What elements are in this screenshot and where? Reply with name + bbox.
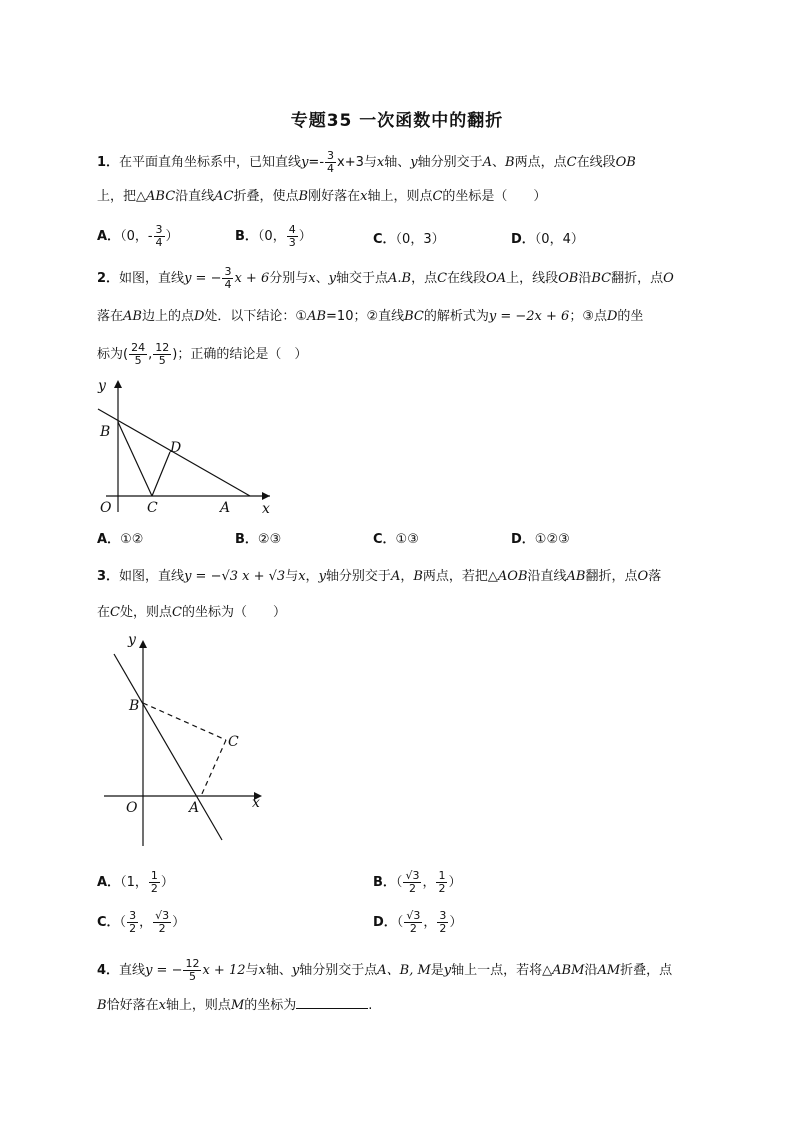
option-sep: ，	[422, 875, 436, 890]
q1-text: 两点，点	[514, 155, 567, 170]
option-label: A．	[97, 229, 121, 244]
option-label: B．	[235, 229, 258, 244]
option-text: ②③	[257, 532, 282, 547]
q1-option-b[interactable]	[235, 224, 312, 249]
option-text: （0，3）	[395, 232, 445, 247]
q4-x: x	[158, 998, 166, 1013]
option-text: ①②③	[534, 532, 570, 547]
option-fraction: $\frac{1}{2}$	[438, 869, 446, 895]
q2-line2	[97, 306, 717, 328]
q3-option-b[interactable]	[373, 870, 461, 895]
q4-y: y	[443, 963, 452, 978]
label-B: B	[100, 424, 111, 440]
q4-M: M	[230, 998, 245, 1013]
option-label: D．	[373, 915, 397, 930]
q1-sep: 、	[492, 155, 506, 170]
label-x: x	[252, 795, 260, 811]
option-text: （0，4）	[534, 232, 584, 247]
q4-B: B	[97, 998, 107, 1013]
q3-C: C	[171, 605, 182, 620]
q2-r2: y = −2x + 6	[488, 309, 570, 324]
q2-r1: AB	[307, 309, 327, 324]
q2-text: 的解析式为	[423, 309, 489, 324]
q3-O: O	[637, 569, 649, 584]
q2-text: 的坐	[617, 309, 644, 324]
option-label: B．	[373, 875, 396, 890]
option-fraction: $\frac{√3}{2}$	[406, 909, 421, 935]
q2-D: D	[606, 309, 618, 324]
q1-text: 上，把	[97, 189, 137, 204]
option-fraction: $\frac{4}{3}$	[288, 223, 296, 249]
option-fraction: $\frac{3}{2}$	[439, 909, 447, 935]
q1-eq-tail: x+3	[337, 155, 364, 170]
option-text: （1，	[120, 875, 148, 890]
q2-text: 翻折，点	[611, 271, 664, 286]
segment-CD	[152, 452, 170, 496]
q3-text: 轴分别交于	[325, 569, 391, 584]
q1-x: x	[376, 155, 385, 170]
q2-C: C	[437, 271, 448, 286]
segment-CA	[201, 740, 226, 796]
option-text: ①②	[120, 532, 144, 547]
label-y: y	[128, 632, 136, 648]
label-O: O	[126, 800, 138, 816]
option-end: ）	[172, 915, 186, 930]
q2-number: 2．	[97, 271, 120, 286]
label-x: x	[262, 501, 270, 517]
q1-text: 折叠，使点	[233, 189, 299, 204]
q3-option-d[interactable]	[373, 910, 462, 935]
q4-text: 是	[430, 963, 444, 978]
q2-text: ；正确的结论是（ ）	[177, 347, 308, 362]
label-A: A	[189, 800, 200, 816]
option-label: B．	[235, 532, 258, 547]
q2-BC: BC	[591, 271, 612, 286]
q2-figure	[92, 372, 282, 518]
segment-BC	[143, 703, 226, 740]
option-end: ）	[449, 915, 463, 930]
q2-text: 边上的点	[141, 309, 194, 324]
option-label: D．	[511, 532, 535, 547]
q3-x: x	[298, 569, 306, 584]
q2-AB: A.B	[387, 271, 412, 286]
option-end: ）	[165, 229, 179, 244]
q4-number: 4．	[97, 963, 120, 978]
label-C: C	[147, 500, 158, 516]
q2-OB: OB	[558, 271, 579, 286]
q2-O: O	[663, 271, 674, 286]
option-fraction: $\frac{1}{2}$	[150, 869, 158, 895]
q2-text: ，点	[411, 271, 438, 286]
q2-text: 在线段	[447, 271, 487, 286]
option-label: C．	[373, 232, 396, 247]
q3-option-a[interactable]	[97, 870, 174, 895]
label-B: B	[129, 698, 140, 714]
q1-text: 与	[363, 155, 377, 170]
q1-option-a[interactable]	[97, 224, 179, 249]
option-text: （	[396, 915, 404, 930]
q3-B: B	[413, 569, 423, 584]
option-end: ）	[298, 229, 312, 244]
option-label: C．	[373, 532, 396, 547]
q4-text: 沿	[584, 963, 598, 978]
q2-text: 处．以下结论：①	[204, 309, 308, 324]
q2-line3: 标为( $\frac{24}{5}$ , $\frac{12}{5}$ )；正确的结论是（ ）	[97, 341, 308, 367]
q2-x: x	[308, 271, 316, 286]
q1-text: 的坐标是（ ）	[442, 189, 547, 204]
q4-y: y	[291, 963, 300, 978]
q3-text: 落	[648, 569, 662, 584]
option-text: （0，	[257, 229, 286, 244]
q2-text: 沿	[578, 271, 592, 286]
q3-text: 如图，直线	[119, 569, 185, 584]
q3-text: 翻折，点	[585, 569, 638, 584]
q1-AC: AC	[214, 189, 234, 204]
q4-eq-tail: x + 12	[202, 963, 246, 978]
q3-figure	[100, 630, 270, 852]
q4-text: 恰好落在	[106, 998, 159, 1013]
option-label: A．	[97, 532, 121, 547]
q1-y: y	[410, 155, 418, 170]
q3-number: 3．	[97, 569, 120, 584]
label-O: O	[100, 500, 112, 516]
q4-text: 折叠，点	[620, 963, 673, 978]
option-text: （0，-	[120, 229, 153, 244]
segment-BC	[118, 422, 152, 496]
q2-option-a[interactable]	[97, 528, 143, 547]
q4-text: 轴上一点，若将	[451, 963, 543, 978]
q1-text: 刚好落在	[308, 189, 361, 204]
option-fraction: $\frac{√3}{2}$	[405, 869, 420, 895]
q3-text: ，	[305, 569, 319, 584]
label-C: C	[228, 734, 239, 750]
option-sep: ，	[423, 915, 437, 930]
page-title: 专题35 一次函数中的翻折	[290, 111, 504, 131]
q2-eq-tail: x + 6	[234, 271, 270, 286]
q3-line1	[97, 566, 717, 588]
q1-option-d[interactable]	[511, 228, 584, 247]
q1-triangle: △ABC	[136, 189, 176, 204]
option-label: A．	[97, 875, 121, 890]
q4-triangle: △ABM	[542, 963, 585, 978]
q2-text: 如图，直线	[119, 271, 185, 286]
q4-x: x	[258, 963, 266, 978]
q4-line2	[97, 994, 717, 1017]
q4-text: 轴分别交于点	[299, 963, 378, 978]
q2-d-y: $\frac{12}{5}$	[155, 341, 170, 367]
q2-d-x: $\frac{24}{5}$	[131, 341, 146, 367]
q3-C: C	[110, 605, 120, 620]
q3-text: 的坐标为（ ）	[181, 605, 286, 620]
q2-text: 上，线段	[506, 271, 559, 286]
q2-y: y	[328, 271, 336, 286]
q1-B: B	[505, 155, 515, 170]
q3-text: 在	[97, 605, 111, 620]
label-y: y	[98, 378, 106, 394]
q3-text: 沿直线	[527, 569, 567, 584]
q4-text: 的坐标为	[244, 998, 297, 1013]
q1-text: 轴上，则点	[367, 189, 433, 204]
q2-text: 轴交于点	[335, 271, 388, 286]
q2-text: 标为	[97, 347, 124, 362]
q4-text: 直线	[119, 963, 146, 978]
label-A: A	[220, 500, 231, 516]
option-text: ①③	[395, 532, 419, 547]
q4-text: 轴上，则点	[165, 998, 231, 1013]
q1-text: 轴分别交于	[417, 155, 483, 170]
q3-y: y	[318, 569, 326, 584]
label-D: D	[170, 440, 182, 456]
option-sep: ，	[139, 915, 153, 930]
q3-AB: AB	[566, 569, 586, 584]
q1-option-c[interactable]	[373, 228, 445, 247]
q2-option-b[interactable]	[235, 528, 281, 547]
q1-B: B	[298, 189, 309, 204]
q2-BC: BC	[404, 309, 424, 324]
q4-points: A、B, M	[377, 963, 431, 978]
option-text: （	[395, 875, 403, 890]
q1-fraction: $\frac{3}{4}$	[327, 149, 335, 175]
q1-OB: OB	[615, 155, 636, 170]
q2-eq: y = −	[184, 271, 222, 286]
q2-text: ；③点	[569, 309, 607, 324]
q2-D: D	[193, 309, 205, 324]
q1-eq-y: y	[301, 155, 309, 170]
option-fraction: $\frac{3}{4}$	[155, 223, 163, 249]
q1-A: A	[482, 155, 493, 170]
q3-eq: y = −√3 x + √3	[184, 569, 286, 584]
q4-AM: AM	[597, 963, 621, 978]
q3-triangle: △AOB	[487, 569, 528, 584]
q2-OA: OA	[486, 271, 507, 286]
q2-fraction: $\frac{3}{4}$	[224, 265, 232, 291]
q4-fraction: $\frac{12}{5}$	[185, 957, 200, 983]
q2-AB: AB	[123, 309, 142, 324]
q3-line2	[97, 602, 717, 624]
answer-blank[interactable]	[296, 994, 368, 1009]
q1-line2	[97, 186, 717, 208]
q2-text: ；②直线	[353, 309, 405, 324]
q2-option-c[interactable]	[373, 528, 419, 547]
q4-text: .	[368, 998, 373, 1013]
y-axis-arrow-icon	[139, 640, 147, 648]
q2-option-d[interactable]	[511, 528, 570, 547]
q4-eq: y = −	[145, 963, 183, 978]
q3-text: 处，则点	[119, 605, 172, 620]
q3-option-c[interactable]	[97, 910, 185, 935]
q1-C: C	[432, 189, 443, 204]
q1-eq-op: =-	[308, 155, 325, 170]
q1-x: x	[360, 189, 368, 204]
q4-text: 轴、	[265, 963, 292, 978]
q2-text: 落在	[97, 309, 124, 324]
q2-r1b: =10	[326, 309, 354, 324]
option-end: ）	[448, 875, 462, 890]
q2-line1: 2．如图，直线y = − $\frac{3}{4}$ x + 6分别与x、y轴交于点A.B，点C在线段OA上，线段OB沿BC翻折，点O	[97, 265, 674, 291]
q3-A: A	[390, 569, 401, 584]
q1-C: C	[566, 155, 577, 170]
q3-text: 两点，若把	[422, 569, 488, 584]
q3-text: 与	[285, 569, 299, 584]
q3-text: ，	[400, 569, 414, 584]
option-label: D．	[511, 232, 535, 247]
q1-text: 轴、	[384, 155, 411, 170]
q1-number: 1．	[97, 155, 120, 170]
y-axis-arrow-icon	[114, 380, 122, 388]
q2-text: 分别与	[269, 271, 309, 286]
x-axis-arrow-icon	[262, 492, 270, 500]
q1-text: 在平面直角坐标系中，已知直线	[119, 155, 302, 170]
option-text: （	[119, 915, 127, 930]
q1-text: 在线段	[576, 155, 616, 170]
q4-line1	[97, 958, 717, 983]
q1-line1	[97, 150, 717, 175]
option-label: C．	[97, 915, 120, 930]
option-fraction: $\frac{√3}{2}$	[155, 909, 170, 935]
q4-text: 与	[245, 963, 259, 978]
option-fraction: $\frac{3}{2}$	[129, 909, 137, 935]
option-end: ）	[160, 875, 174, 890]
q1-text: 沿直线	[175, 189, 215, 204]
